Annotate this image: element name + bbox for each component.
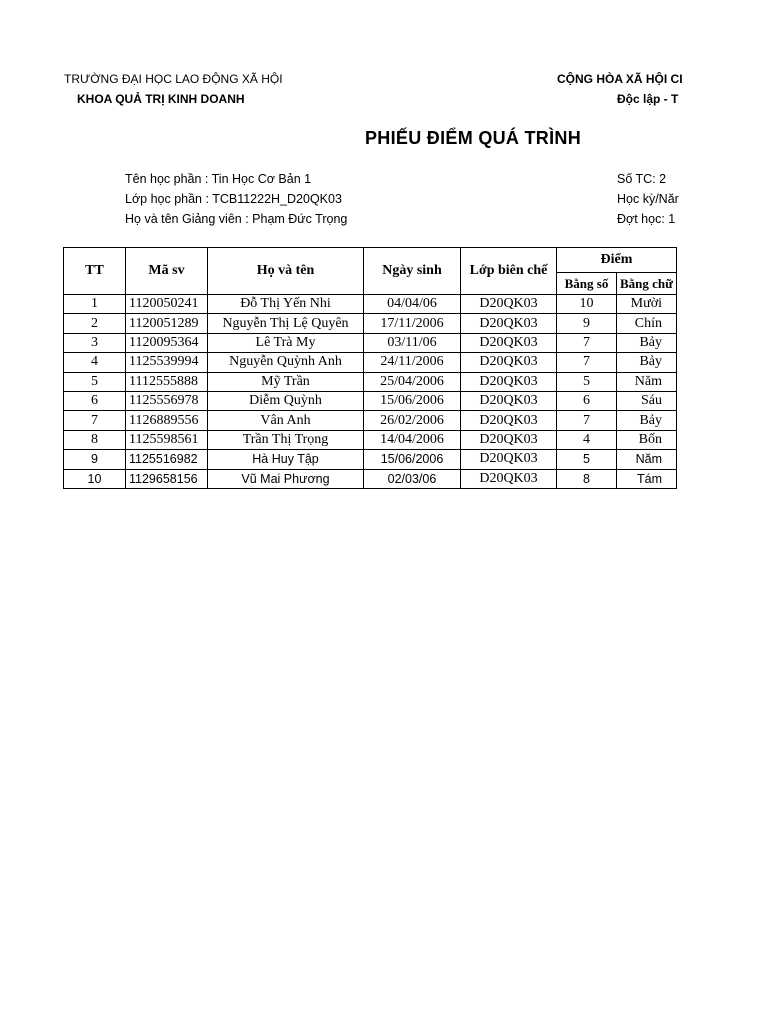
cell-class: D20QK03 (461, 430, 557, 449)
cell-dob: 24/11/2006 (364, 353, 461, 372)
national-motto-line1: CỘNG HÒA XÃ HỘI CI (557, 72, 683, 86)
cell-score-number: 7 (557, 353, 617, 372)
cell-class: D20QK03 (461, 314, 557, 333)
cell-score-word: Tám (617, 469, 677, 488)
cell-full-name: Vân Anh (208, 411, 364, 430)
cell-student-id: 1120050241 (126, 295, 208, 314)
header-student-id: Mã sv (126, 248, 208, 295)
cell-full-name: Đỗ Thị Yến Nhi (208, 295, 364, 314)
cell-student-id: 1120051289 (126, 314, 208, 333)
header-dob: Ngày sinh (364, 248, 461, 295)
cell-score-number: 4 (557, 430, 617, 449)
cell-dob: 14/04/2006 (364, 430, 461, 449)
cell-tt: 10 (64, 469, 126, 488)
table-row (64, 469, 677, 488)
cell-dob: 15/06/2006 (364, 450, 461, 469)
lecturer-name: Họ và tên Giảng viên : Phạm Đức Trọng (125, 212, 348, 226)
cell-student-id: 1126889556 (126, 411, 208, 430)
cell-class: D20QK03 (461, 372, 557, 391)
credits: Số TC: 2 (617, 172, 667, 186)
cell-student-id: 1129658156 (126, 469, 208, 488)
cell-dob: 25/04/2006 (364, 372, 461, 391)
cell-tt: 2 (64, 314, 126, 333)
semester: Học kỳ/Năr (617, 192, 679, 206)
cell-dob: 03/11/06 (364, 333, 461, 352)
cell-tt: 8 (64, 430, 126, 449)
cell-dob: 17/11/2006 (364, 314, 461, 333)
cell-student-id: 1120095364 (126, 333, 208, 352)
cell-score-word: Năm (617, 450, 677, 469)
cell-full-name: Vũ Mai Phương (208, 469, 364, 488)
cell-tt: 6 (64, 391, 126, 410)
cell-student-id: 1112555888 (126, 372, 208, 391)
table-row (64, 333, 677, 352)
header-tt: TT (64, 248, 126, 295)
national-motto-line2: Độc lập - T (617, 92, 679, 106)
cell-class: D20QK03 (461, 353, 557, 372)
table-row (64, 372, 677, 391)
header-full-name: Họ và tên (208, 248, 364, 295)
cell-class: D20QK03 (461, 391, 557, 410)
cell-tt: 7 (64, 411, 126, 430)
cell-student-id: 1125516982 (126, 450, 208, 469)
cell-class: D20QK03 (461, 295, 557, 314)
cell-full-name: Mỹ Trần (208, 372, 364, 391)
cell-tt: 3 (64, 333, 126, 352)
course-name: Tên học phần : Tin Học Cơ Bản 1 (125, 172, 312, 186)
cell-score-word: Mười (617, 295, 677, 314)
course-class: Lớp học phần : TCB11222H_D20QK03 (125, 192, 342, 206)
cell-full-name: Nguyễn Quỳnh Anh (208, 353, 364, 372)
cell-full-name: Nguyễn Thị Lệ Quyên (208, 314, 364, 333)
cell-score-number: 10 (557, 295, 617, 314)
cell-dob: 26/02/2006 (364, 411, 461, 430)
header-class: Lớp biên chế (461, 248, 557, 295)
cell-full-name: Diễm Quỳnh (208, 391, 364, 410)
cell-score-word: Chín (617, 314, 677, 333)
cell-student-id: 1125598561 (126, 430, 208, 449)
cell-class: D20QK03 (461, 469, 557, 488)
header-score-word: Bằng chữ (617, 273, 677, 295)
cell-score-number: 5 (557, 450, 617, 469)
cell-score-word: Bảy (617, 353, 677, 372)
cell-class: D20QK03 (461, 411, 557, 430)
cell-score-word: Sáu (617, 391, 677, 410)
cell-class: D20QK03 (461, 333, 557, 352)
faculty-name: KHOA QUẢ TRỊ KINH DOANH (77, 92, 245, 106)
table-row (64, 295, 677, 314)
university-name: TRƯỜNG ĐẠI HỌC LAO ĐỘNG XÃ HỘI (64, 72, 283, 86)
cell-score-number: 7 (557, 333, 617, 352)
header-score-group: Điểm (557, 248, 677, 273)
cell-score-word: Bốn (617, 430, 677, 449)
cell-full-name: Lê Trà My (208, 333, 364, 352)
cell-dob: 02/03/06 (364, 469, 461, 488)
cell-score-number: 9 (557, 314, 617, 333)
cell-class: D20QK03 (461, 450, 557, 469)
cell-student-id: 1125556978 (126, 391, 208, 410)
cell-tt: 1 (64, 295, 126, 314)
cell-tt: 4 (64, 353, 126, 372)
cell-score-number: 7 (557, 411, 617, 430)
page-title: PHIẾU ĐIỂM QUÁ TRÌNH (365, 128, 582, 148)
table-row (64, 430, 677, 449)
table-row (64, 391, 677, 410)
cell-dob: 15/06/2006 (364, 391, 461, 410)
cell-score-word: Bảy (617, 411, 677, 430)
table-row (64, 411, 677, 430)
cell-score-number: 5 (557, 372, 617, 391)
cell-score-number: 8 (557, 469, 617, 488)
cell-score-word: Năm (617, 372, 677, 391)
grades-table (63, 247, 677, 489)
batch: Đợt học: 1 (617, 212, 676, 226)
cell-score-word: Bảy (617, 333, 677, 352)
cell-student-id: 1125539994 (126, 353, 208, 372)
cell-tt: 5 (64, 372, 126, 391)
table-row (64, 450, 677, 469)
header-score-number: Bằng số (557, 273, 617, 295)
table-row (64, 314, 677, 333)
cell-full-name: Hà Huy Tập (208, 450, 364, 469)
cell-full-name: Trần Thị Trọng (208, 430, 364, 449)
cell-tt: 9 (64, 450, 126, 469)
cell-dob: 04/04/06 (364, 295, 461, 314)
cell-score-number: 6 (557, 391, 617, 410)
table-row (64, 353, 677, 372)
